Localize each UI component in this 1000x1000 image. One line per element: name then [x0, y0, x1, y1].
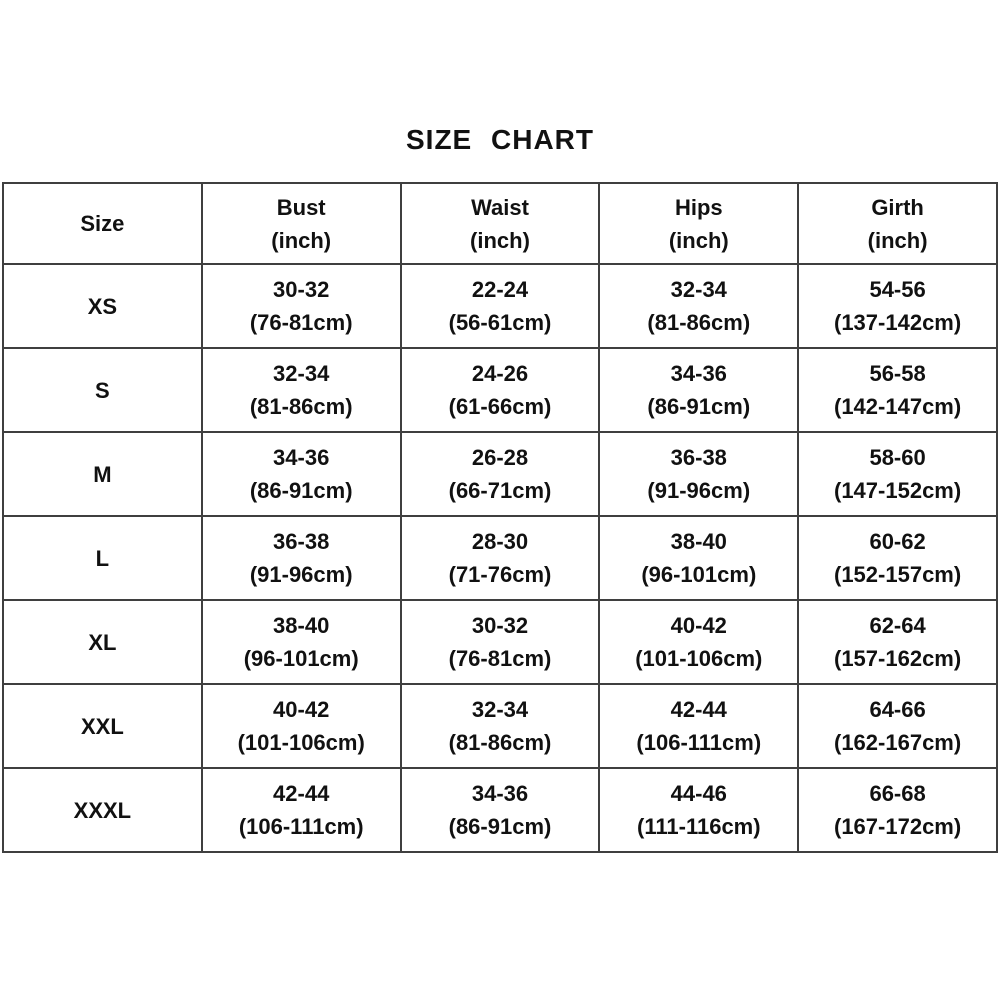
inch-value: 30-32 — [471, 613, 529, 638]
header-unit: (inch) — [470, 227, 530, 253]
bust-cell — [202, 516, 401, 600]
header-size — [3, 183, 202, 264]
size-cell: XL — [3, 600, 202, 684]
cm-value: (157-162cm) — [834, 646, 962, 671]
size-cell: L — [3, 516, 202, 600]
table-body — [3, 264, 997, 852]
header-unit: (inch) — [668, 227, 729, 253]
inch-value: 32-34 — [670, 277, 727, 302]
inch-value: 26-28 — [471, 445, 529, 470]
waist-cell — [401, 684, 600, 768]
hips-cell — [599, 264, 798, 348]
inch-value: 36-38 — [670, 445, 727, 470]
cm-value: (76-81cm) — [448, 646, 552, 671]
cm-value: (81-86cm) — [448, 730, 552, 755]
inch-value: 30-32 — [273, 277, 330, 302]
inch-value: 56-58 — [869, 361, 926, 386]
girth-cell — [798, 516, 997, 600]
hips-cell — [599, 348, 798, 432]
waist-cell — [401, 264, 600, 348]
inch-value: 62-64 — [869, 613, 926, 638]
cm-value: (66-71cm) — [448, 478, 552, 503]
table-header — [3, 183, 997, 264]
bust-cell — [202, 600, 401, 684]
inch-value: 36-38 — [273, 529, 330, 554]
inch-value: 34-36 — [471, 781, 529, 806]
cm-value: (101-106cm) — [237, 730, 365, 755]
table-row-l — [3, 516, 997, 600]
cm-value: (86-91cm) — [448, 814, 552, 839]
cm-value: (76-81cm) — [249, 310, 353, 335]
table-row-xs — [3, 264, 997, 348]
hips-cell — [599, 768, 798, 852]
hips-cell — [599, 600, 798, 684]
waist-cell — [401, 432, 600, 516]
header-hips — [599, 183, 798, 264]
header-bust — [202, 183, 401, 264]
size-cell: S — [3, 348, 202, 432]
header-label: Waist — [471, 194, 529, 220]
cm-value: (142-147cm) — [834, 394, 962, 419]
cm-value: (86-91cm) — [647, 394, 751, 419]
table-row-m — [3, 432, 997, 516]
waist-cell — [401, 600, 600, 684]
inch-value: 40-42 — [273, 697, 330, 722]
girth-cell — [798, 600, 997, 684]
girth-cell — [798, 432, 997, 516]
girth-cell — [798, 684, 997, 768]
inch-value: 64-66 — [869, 697, 926, 722]
inch-value: 32-34 — [273, 361, 330, 386]
size-cell: XXXL — [3, 768, 202, 852]
bust-cell — [202, 348, 401, 432]
table-row-s — [3, 348, 997, 432]
size-cell: XXL — [3, 684, 202, 768]
cm-value: (61-66cm) — [448, 394, 552, 419]
inch-value: 66-68 — [869, 781, 926, 806]
bust-cell — [202, 684, 401, 768]
cm-value: (137-142cm) — [834, 310, 962, 335]
girth-cell — [798, 348, 997, 432]
girth-cell — [798, 264, 997, 348]
table-row-xxl — [3, 684, 997, 768]
inch-value: 34-36 — [273, 445, 330, 470]
header-label: Hips — [674, 194, 723, 220]
inch-value: 24-26 — [471, 361, 529, 386]
inch-value: 42-44 — [670, 697, 727, 722]
cm-value: (86-91cm) — [249, 478, 353, 503]
table-row-xxxl — [3, 768, 997, 852]
waist-cell — [401, 348, 600, 432]
inch-value: 38-40 — [273, 613, 330, 638]
page-title: SIZE CHART — [406, 124, 594, 155]
hips-cell — [599, 432, 798, 516]
hips-cell — [599, 684, 798, 768]
cm-value: (81-86cm) — [647, 310, 751, 335]
header-label: Girth — [871, 194, 924, 220]
cm-value: (106-111cm) — [238, 814, 364, 839]
waist-cell — [401, 768, 600, 852]
cm-value: (106-111cm) — [636, 730, 762, 755]
size-chart-table — [2, 182, 998, 853]
header-label: Bust — [276, 194, 326, 220]
size-cell: M — [3, 432, 202, 516]
bust-cell — [202, 432, 401, 516]
inch-value: 22-24 — [471, 277, 529, 302]
bust-cell — [202, 768, 401, 852]
header-unit: (inch) — [867, 227, 928, 253]
inch-value: 60-62 — [869, 529, 926, 554]
header-girth — [798, 183, 997, 264]
bust-cell — [202, 264, 401, 348]
cm-value: (152-157cm) — [834, 562, 962, 587]
cm-value: (81-86cm) — [249, 394, 353, 419]
inch-value: 44-46 — [670, 781, 727, 806]
header-unit: (inch) — [271, 227, 332, 253]
inch-value: 42-44 — [273, 781, 330, 806]
inch-value: 58-60 — [869, 445, 926, 470]
waist-cell — [401, 516, 600, 600]
header-row — [3, 183, 997, 264]
cm-value: (91-96cm) — [249, 562, 353, 587]
hips-cell — [599, 516, 798, 600]
cm-value: (147-152cm) — [834, 478, 962, 503]
header-waist — [401, 183, 600, 264]
inch-value: 32-34 — [471, 697, 529, 722]
header-label: Size — [80, 211, 125, 236]
inch-value: 34-36 — [670, 361, 727, 386]
cm-value: (101-106cm) — [635, 646, 763, 671]
table-row-xl — [3, 600, 997, 684]
cm-value: (91-96cm) — [647, 478, 751, 503]
cm-value: (71-76cm) — [448, 562, 552, 587]
size-cell: XS — [3, 264, 202, 348]
cm-value: (96-101cm) — [641, 562, 757, 587]
cm-value: (111-116cm) — [637, 814, 761, 839]
girth-cell — [798, 768, 997, 852]
inch-value: 38-40 — [670, 529, 727, 554]
cm-value: (162-167cm) — [834, 730, 962, 755]
cm-value: (167-172cm) — [834, 814, 962, 839]
inch-value: 54-56 — [869, 277, 926, 302]
inch-value: 28-30 — [471, 529, 529, 554]
inch-value: 40-42 — [670, 613, 727, 638]
cm-value: (56-61cm) — [448, 310, 552, 335]
cm-value: (96-101cm) — [243, 646, 359, 671]
